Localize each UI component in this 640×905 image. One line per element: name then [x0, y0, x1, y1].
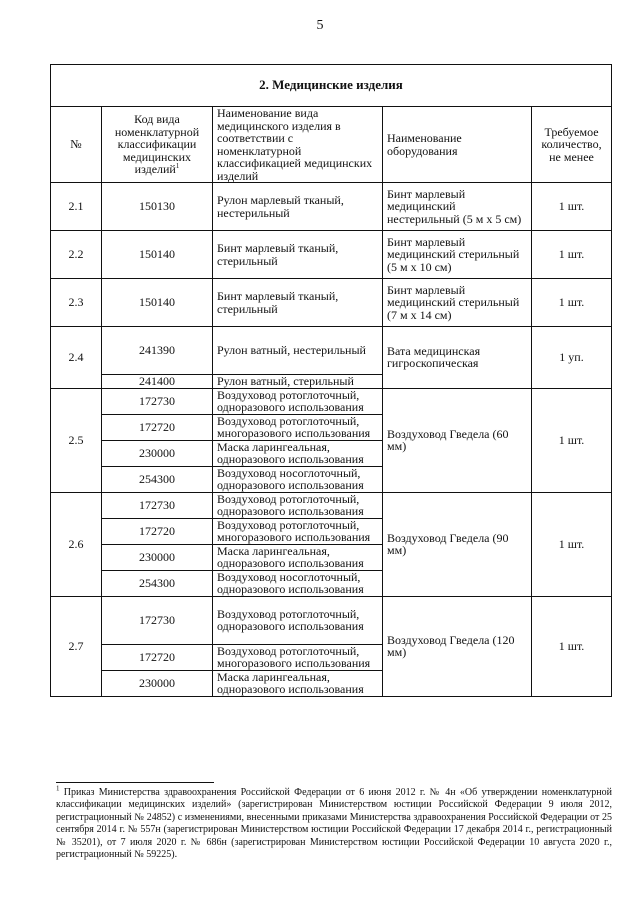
- device-name: Маска ларингеальная, одноразового использования: [213, 544, 383, 570]
- table-row: [51, 388, 612, 414]
- table-row: [51, 327, 612, 375]
- footnote-divider: [56, 782, 214, 783]
- header-code-text: Код вида номенклатурной классификации медицинских изделий: [114, 112, 200, 177]
- device-name: Воздуховод ротоглоточный, многоразового использования: [213, 518, 383, 544]
- device-name: Рулон марлевый тканый, нестерильный: [213, 183, 383, 231]
- header-code: [102, 107, 213, 183]
- header-num: №: [51, 107, 102, 183]
- device-name: Воздуховод ротоглоточный, одноразового использования: [213, 388, 383, 414]
- device-name: Бинт марлевый тканый, стерильный: [213, 279, 383, 327]
- required-quantity: 1 шт.: [532, 279, 612, 327]
- device-name: Бинт марлевый тканый, стерильный: [213, 231, 383, 279]
- equipment-name: Бинт марлевый медицинский стерильный (5 м x 10 см): [383, 231, 532, 279]
- page-number: 5: [316, 18, 324, 33]
- equipment-name: Вата медицинская гигроскопическая: [383, 327, 532, 389]
- device-code: 254300: [102, 570, 213, 596]
- row-number: 2.3: [51, 279, 102, 327]
- device-name: Воздуховод ротоглоточный, многоразового использования: [213, 414, 383, 440]
- equipment-name: Бинт марлевый медицинский нестерильный (5 м x 5 см): [383, 183, 532, 231]
- footnote-text: Приказ Министерства здравоохранения Российской Федерации от 6 июня 2012 г. № 4н «Об утверждении номенклатурной классификации медицинских изделий» (зарегистрирован Министерством юстиции Российской Федерации 9 июля 2012, регистрационный № 24852) с изменениями, внесенными приказами Министерства здравоохранения Российской Федерации от 25 сентября 2014 г. № 557н (зарегистрирован Министерством юстиции Российской Федерации 17 декабря 2014 г., регистрационный № 35201), от 7 июля 2020 г. № 686н (зарегистрирован Министерством юстиции Российской Федерации 10 августа 2020 г., регистрационный № 59225).: [56, 787, 612, 861]
- device-code: 230000: [102, 440, 213, 466]
- row-number: 2.2: [51, 231, 102, 279]
- row-number: 2.6: [51, 492, 102, 596]
- footnote-marker: 1: [56, 784, 60, 793]
- section-title: 2. Медицинские изделия: [51, 65, 612, 107]
- row-number: 2.7: [51, 596, 102, 696]
- table-row: [51, 279, 612, 327]
- device-code: 230000: [102, 670, 213, 696]
- equipment-name: Бинт марлевый медицинский стерильный (7 м x 14 см): [383, 279, 532, 327]
- device-name: Рулон ватный, стерильный: [213, 375, 383, 389]
- header-equipment: Наименование оборудования: [383, 107, 532, 183]
- row-number: 2.5: [51, 388, 102, 492]
- header-device-name: Наименование вида медицинского изделия в соответствии с номенклатурной классификацией медицинских изделий: [213, 107, 383, 183]
- device-code: 172730: [102, 388, 213, 414]
- header-quantity: Требуемое количество, не менее: [532, 107, 612, 183]
- required-quantity: 1 шт.: [532, 492, 612, 596]
- required-quantity: 1 шт.: [532, 596, 612, 696]
- device-name: Воздуховод носоглоточный, одноразового использования: [213, 466, 383, 492]
- equipment-name: Воздуховод Гведела (90 мм): [383, 492, 532, 596]
- table-row: [51, 492, 612, 518]
- device-name: Воздуховод ротоглоточный, многоразового использования: [213, 644, 383, 670]
- row-number: 2.1: [51, 183, 102, 231]
- table-row: [51, 183, 612, 231]
- header-row: [51, 107, 612, 183]
- footnote-ref: 1: [175, 162, 180, 171]
- required-quantity: 1 уп.: [532, 327, 612, 389]
- required-quantity: 1 шт.: [532, 388, 612, 492]
- device-code: 172720: [102, 644, 213, 670]
- device-name: Маска ларингеальная, одноразового использования: [213, 670, 383, 696]
- table-body: [51, 65, 612, 697]
- required-quantity: 1 шт.: [532, 183, 612, 231]
- table-row: [51, 596, 612, 644]
- device-code: 172720: [102, 414, 213, 440]
- section-title-row: [51, 65, 612, 107]
- device-code: 150130: [102, 183, 213, 231]
- device-code: 254300: [102, 466, 213, 492]
- device-code: 241400: [102, 375, 213, 389]
- footnote: [56, 784, 612, 861]
- device-code: 172720: [102, 518, 213, 544]
- device-code: 150140: [102, 231, 213, 279]
- device-name: Рулон ватный, нестерильный: [213, 327, 383, 375]
- device-name: Воздуховод ротоглоточный, одноразового использования: [213, 492, 383, 518]
- device-code: 230000: [102, 544, 213, 570]
- medical-devices-table: [50, 64, 612, 697]
- table-row: [51, 231, 612, 279]
- device-code: 172730: [102, 596, 213, 644]
- device-name: Воздуховод носоглоточный, одноразового использования: [213, 570, 383, 596]
- device-code: 150140: [102, 279, 213, 327]
- device-code: 172730: [102, 492, 213, 518]
- equipment-name: Воздуховод Гведела (120 мм): [383, 596, 532, 696]
- device-name: Воздуховод ротоглоточный, одноразового использования: [213, 596, 383, 644]
- equipment-name: Воздуховод Гведела (60 мм): [383, 388, 532, 492]
- device-name: Маска ларингеальная, одноразового использования: [213, 440, 383, 466]
- required-quantity: 1 шт.: [532, 231, 612, 279]
- device-code: 241390: [102, 327, 213, 375]
- row-number: 2.4: [51, 327, 102, 389]
